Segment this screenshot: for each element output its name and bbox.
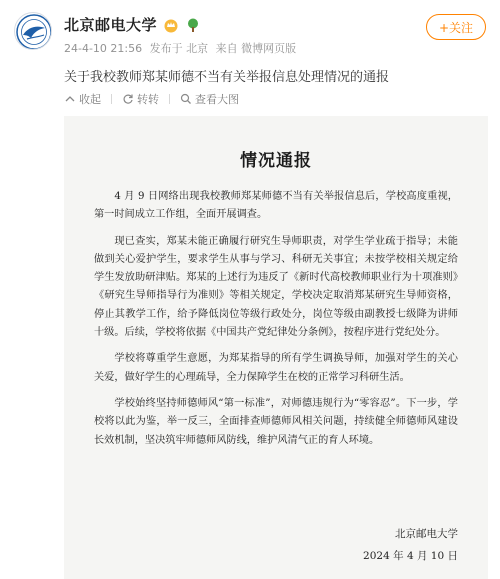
notice-paragraph: 现已查实，郑某未能正确履行研究生导师职责，对学生学业疏于指导；未能做到关心爱护学生，要求学生从事与学习、科研无关事宜；未按学校相关规定给学生发放助研津贴。郑某的上述行为违反了《新时代高校教师职业行为十项准则》《研究生导师指导行为准则》等相关规定，学校决定取消郑某研究生导师资格，停止其教学工作，给予降低岗位等级行政处分，岗位等级由副教授七级降为讲师十级。后续，学校将依据《中国共产党纪律处分条例》，按程序进行党纪处分。 [94,235,458,339]
notice-image[interactable] [64,116,488,579]
collapse-label: 收起 [79,93,101,106]
collapse-button[interactable] [64,91,101,107]
notice-body [94,188,458,458]
view-large-button[interactable] [180,91,239,107]
post-location: 发布于 北京 [149,42,209,55]
divider [169,94,170,104]
post-source: 来自 微博网页版 [215,42,297,55]
notice-paragraph: 学校始终坚持师德师风“第一标准”，对师德违规行为“零容忍”。下一步，学校将以此为鉴，举一反三，全面排查师德师风相关问题，持续健全师德师风建设长效机制，坚决筑牢师德师风防线，维护风清气正的育人环境。 [94,397,458,446]
collapse-icon [64,93,76,105]
notice-paragraph: 4 月 9 日网络出现我校教师郑某师德不当有关举报信息后，学校高度重视，第一时间成立工作组，全面开展调查。 [94,191,458,221]
crown-badge-icon [163,17,179,33]
magnify-icon [180,93,192,105]
notice-title: 情况通报 [240,151,312,171]
rotate-icon [122,93,134,105]
notice-signature-block [363,523,458,567]
post-header [0,0,500,62]
notice-date: 2024 年 4 月 10 日 [363,550,458,562]
account-name[interactable]: 北京邮电大学 [64,16,158,34]
tree-badge-icon [185,17,201,33]
divider [111,94,112,104]
notice-paragraph: 学校将尊重学生意愿，为郑某指导的所有学生调换导师，加强对学生的关心关爱，做好学生的心理疏导，全力保障学生在校的正常学习科研生活。 [94,353,458,383]
post-text: 关于我校教师郑某师德不当有关举报信息处理情况的通报 [64,70,390,85]
rotate-button[interactable] [122,91,159,107]
notice-signature: 北京邮电大学 [395,528,458,540]
account-avatar[interactable] [14,12,52,50]
university-logo-icon [15,13,52,50]
image-actions-bar [64,90,486,108]
post-time[interactable]: 24-4-10 21:56 [64,42,143,55]
account-name-row [64,14,201,35]
post-meta [64,40,300,56]
rotate-label: 转转 [137,93,159,106]
follow-button[interactable]: +关注 [426,14,486,40]
view-large-label: 查看大图 [195,93,239,106]
